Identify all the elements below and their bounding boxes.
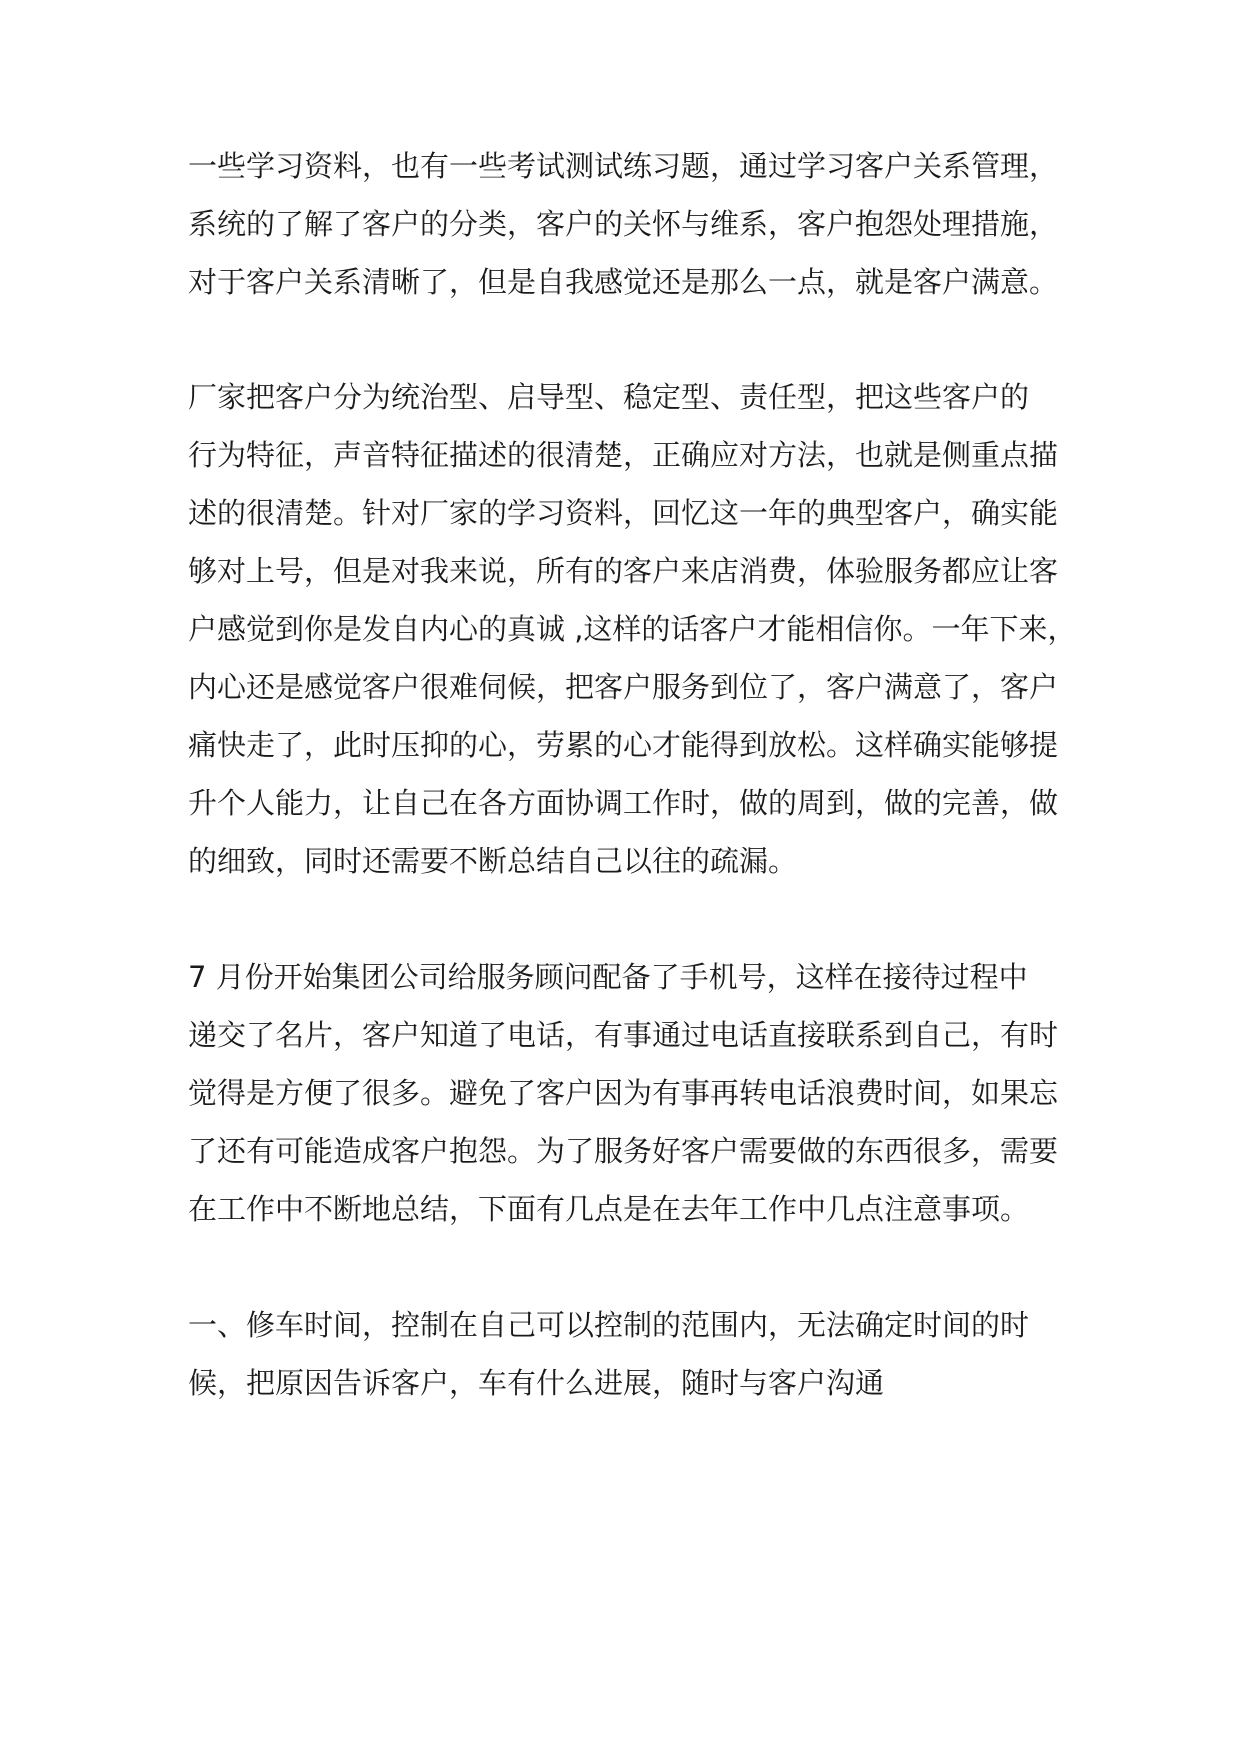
- paragraph-1-line-3: 对于客户关系清晰了，但是自我感觉还是那么一点，就是客户满意。: [188, 265, 1059, 299]
- paragraph-3-line-1: 7 月份开始集团公司给服务顾问配备了手机号，这样在接待过程中: [188, 960, 1028, 994]
- paragraph-2-line-7: 痛快走了，此时压抑的心，劳累的心才能得到放松。这样确实能够提: [188, 728, 1059, 762]
- paragraph-2-line-9: 的细致，同时还需要不断总结自己以往的疏漏。: [188, 844, 798, 878]
- paragraph-2-line-3: 述的很清楚。针对厂家的学习资料，回忆这一年的典型客户，确实能: [188, 496, 1059, 530]
- paragraph-1-line-1: 一些学习资料，也有一些考试测试练习题，通过学习客户关系管理，: [188, 149, 1059, 183]
- paragraph-3-line-2: 递交了名片，客户知道了电话，有事通过电话直接联系到自己，有时: [188, 1018, 1059, 1052]
- paragraph-2-line-8: 升个人能力，让自己在各方面协调工作时，做的周到，做的完善，做: [188, 786, 1059, 820]
- paragraph-1-line-2: 系统的了解了客户的分类，客户的关怀与维系，客户抱怨处理措施，: [188, 207, 1059, 241]
- paragraph-2-line-1: 厂家把客户分为统治型、启导型、稳定型、责任型，把这些客户的: [188, 380, 1030, 414]
- paragraph-2-line-2: 行为特征，声音特征描述的很清楚，正确应对方法，也就是侧重点描: [188, 438, 1059, 472]
- paragraph-2-line-5: 户感觉到你是发自内心的真诚 ,这样的话客户才能相信你。一年下来，: [188, 612, 1077, 646]
- paragraph-4-line-2: 候，把原因告诉客户，车有什么进展，随时与客户沟通: [188, 1366, 885, 1400]
- paragraph-4-line-1: 一、修车时间，控制在自己可以控制的范围内，无法确定时间的时: [188, 1308, 1030, 1342]
- paragraph-3-line-4: 了还有可能造成客户抱怨。为了服务好客户需要做的东西很多，需要: [188, 1134, 1059, 1168]
- paragraph-3-line-5: 在工作中不断地总结，下面有几点是在去年工作中几点注意事项。: [188, 1192, 1030, 1226]
- paragraph-2-line-4: 够对上号，但是对我来说，所有的客户来店消费，体验服务都应让客: [188, 554, 1059, 588]
- paragraph-3-line-3: 觉得是方便了很多。避免了客户因为有事再转电话浪费时间，如果忘: [188, 1076, 1059, 1110]
- paragraph-2-line-6: 内心还是感觉客户很难伺候，把客户服务到位了，客户满意了，客户: [188, 670, 1059, 704]
